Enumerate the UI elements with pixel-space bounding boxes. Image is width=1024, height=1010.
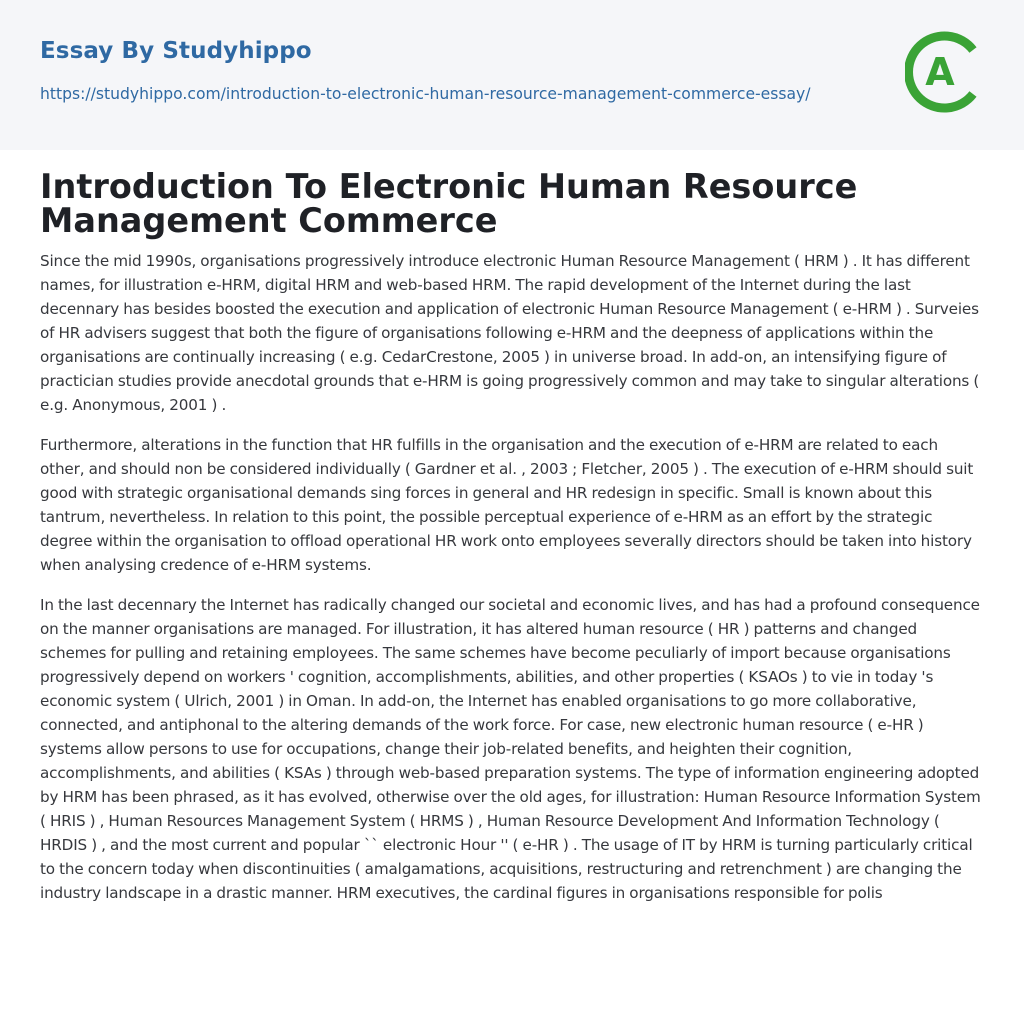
site-header	[0, 0, 1024, 150]
article-paragraph: Furthermore, alterations in the function that HR fulfills in the organisation and the execution of e-HRM are related to each other, and should non be considered individually ( Gardner et al. , 2003 ; Fletcher, 2005 ) . The execution of e-HRM should suit good with strategic organisational demands sing forces in general and HR redesign in specific. Small is known about this tantrum, nevertheless. In relation to this point, the possible perceptual experience of e-HRM as an effort by the strategic degree within the organisation to offload operational HR work onto employees severally directors should be taken into history when analysing credence of e-HRM systems.	[40, 436, 974, 574]
logo-letter: A	[925, 50, 955, 94]
site-brand[interactable]: Essay By Studyhippo	[40, 38, 312, 64]
article-title: Introduction To Electronic Human Resource Management Commerce	[40, 167, 858, 240]
article-body	[40, 249, 986, 921]
article-paragraph: In the last decennary the Internet has radically changed our societal and economic lives, and has had a profound consequence on the manner organisations are managed. For illustration, it has altered human resource ( HR ) patterns and changed schemes for pulling and retaining employees. The same schemes have become peculiarly of import because organisations progressively depend on workers ' cognition, accomplishments, abilities, and other properties ( KSAOs ) to vie in today 's economic system ( Ulrich, 2001 ) in Oman. In add-on, the Internet has enabled organisations to go more collaborative, connected, and antiphonal to the altering demands of the work force. For case, new electronic human resource ( e-HR ) systems allow persons to use for occupations, change their job-related benefits, and heighten their cognition, accomplishments, and abilities ( KSAs ) through web-based preparation systems. The type of information engineering adopted by HRM has been phrased, as it has evolved, otherwise over the old ages, for illustration: Human Resource Information System ( HRIS ) , Human Resources Management System ( HRMS ) , Human Resource Development And Information Technology ( HRDIS ) , and the most current and popular `` electronic Hour '' ( e-HR ) . The usage of IT by HRM is turning particularly critical to the concern today when discontinuities ( amalgamations, acquisitions, restructuring and retrenchment ) are changing the industry landscape in a drastic manner. HRM executives, the cardinal figures in organisations responsible for polis	[40, 596, 981, 902]
studyhippo-logo-icon[interactable]	[905, 28, 989, 116]
source-url-link[interactable]: https://studyhippo.com/introduction-to-electronic-human-resource-management-commerce-essay/	[40, 85, 811, 103]
article-paragraph: Since the mid 1990s, organisations progressively introduce electronic Human Resource Management ( HRM ) . It has different names, for illustration e-HRM, digital HRM and web-based HRM. The rapid development of the Internet during the last decennary has besides boosted the execution and application of electronic Human Resource Management ( e-HRM ) . Surveies of HR advisers suggest that both the figure of organisations following e-HRM and the deepness of applications within the organisations are continually increasing ( e.g. CedarCrestone, 2005 ) in universe broad. In add-on, an intensifying figure of practician studies provide anecdotal grounds that e-HRM is going progressively common and may take to singular alterations ( e.g. Anonymous, 2001 ) .	[40, 252, 980, 414]
